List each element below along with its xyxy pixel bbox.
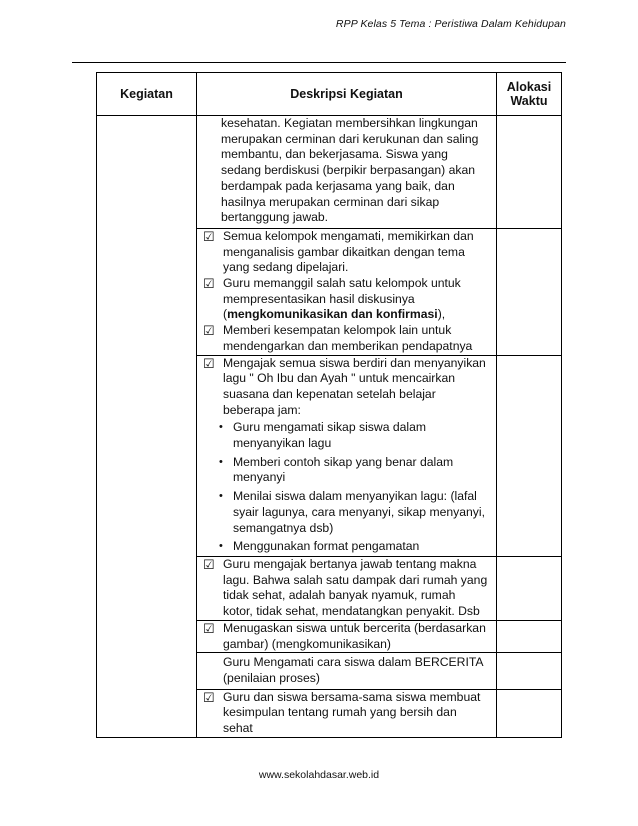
checkbox-icon: ☑ [203, 556, 215, 572]
table-header-row [97, 73, 562, 116]
col-header-kegiatan: Kegiatan [97, 73, 197, 116]
checkbox-icon: ☑ [203, 323, 215, 339]
description-cell [197, 228, 497, 355]
checklist-item: ☑ Memberi kesempatan kelompok lain untuk mendengarkan dan memberikan pendapatnya [203, 323, 473, 353]
time-cell [497, 228, 562, 355]
description-cell [197, 653, 497, 689]
bullet-icon: • [219, 455, 223, 468]
col-header-deskripsi: Deskripsi Kegiatan [197, 73, 497, 116]
checklist-item: ☑ Semua kelompok mengamati, memikirkan dan menganalisis gambar dikaitkan dengan tema yang sedang dipelajari. [203, 228, 474, 275]
time-cell [497, 116, 562, 229]
paragraph-text: kesehatan. Kegiatan membersihkan lingkungan merupakan cerminan dari kerukunan dan saling membantu, dan bekerjasama. Siswa yang sedang berdiskusi (berpikir berpasangan) akan berdampak pada kerjasama yang baik, dan hasilnya merupakan cerminan dari sikap bertanggung jawab. [221, 116, 479, 225]
checkbox-icon: ☑ [203, 689, 215, 705]
running-header: RPP Kelas 5 Tema : Peristiwa Dalam Kehidupan [335, 18, 566, 30]
bullet-icon: • [219, 540, 223, 553]
time-cell [497, 653, 562, 689]
header-rule [72, 62, 566, 63]
checklist-item: ☑ Guru memanggil salah satu kelompok untuk mempresentasikan hasil diskusinya (mengkomunikasikan dan konfirmasi), [203, 276, 461, 322]
description-cell [197, 116, 497, 229]
checklist-item: ☑ Mengajak semua siswa berdiri dan menyanyikan lagu " Oh Ibu dan Ayah " untuk mencairkan suasana dan kepenatan setelah belajar beberapa jam: [203, 355, 486, 417]
checkbox-icon: ☑ [203, 620, 215, 636]
description-cell [197, 620, 497, 652]
footer-url: www.sekolahdasar.web.id [258, 769, 380, 781]
bullet-item: • Menggunakan format pengamatan [219, 539, 420, 554]
description-cell [197, 355, 497, 556]
description-cell [197, 689, 497, 737]
bullet-item: • Menilai siswa dalam menyanyikan lagu: (lafal syair lagunya, cara menyanyi, sikap menyanyi, semangatnya dsb) [219, 489, 485, 535]
kegiatan-cell [97, 116, 197, 738]
time-cell [497, 556, 562, 620]
bullet-icon: • [219, 490, 223, 503]
bold-phrase: mengkomunikasikan dan konfirmasi [227, 307, 438, 322]
time-cell [497, 620, 562, 652]
time-cell [497, 355, 562, 556]
description-cell [197, 556, 497, 620]
col-header-alokasi: Alokasi Waktu [497, 73, 562, 116]
bullet-item: • Memberi contoh sikap yang benar dalam menyanyi [219, 454, 454, 485]
paragraph-text: Guru Mengamati cara siswa dalam BERCERITA (penilaian proses) [223, 655, 483, 685]
checkbox-icon: ☑ [203, 355, 215, 371]
checklist-item: ☑ Guru mengajak bertanya jawab tentang makna lagu. Bahwa salah satu dampak dari rumah yang tidak sehat, adalah banyak nyamuk, rumah kotor, tidak sehat, mendatangkan penyakit. Dsb [203, 556, 488, 619]
table-row [97, 116, 562, 229]
time-cell [497, 689, 562, 737]
bullet-icon: • [219, 421, 223, 434]
checklist-item: ☑ Menugaskan siswa untuk bercerita (berdasarkan gambar) (mengkomunikasikan) [203, 620, 486, 651]
checkbox-icon: ☑ [203, 276, 215, 292]
activity-table [96, 72, 562, 738]
bullet-item: • Guru mengamati sikap siswa dalam menyanyikan lagu [219, 420, 427, 451]
checkbox-icon: ☑ [203, 228, 215, 244]
checklist-item: ☑ Guru dan siswa bersama-sama siswa membuat kesimpulan tentang rumah yang bersih dan sehat [203, 689, 481, 736]
